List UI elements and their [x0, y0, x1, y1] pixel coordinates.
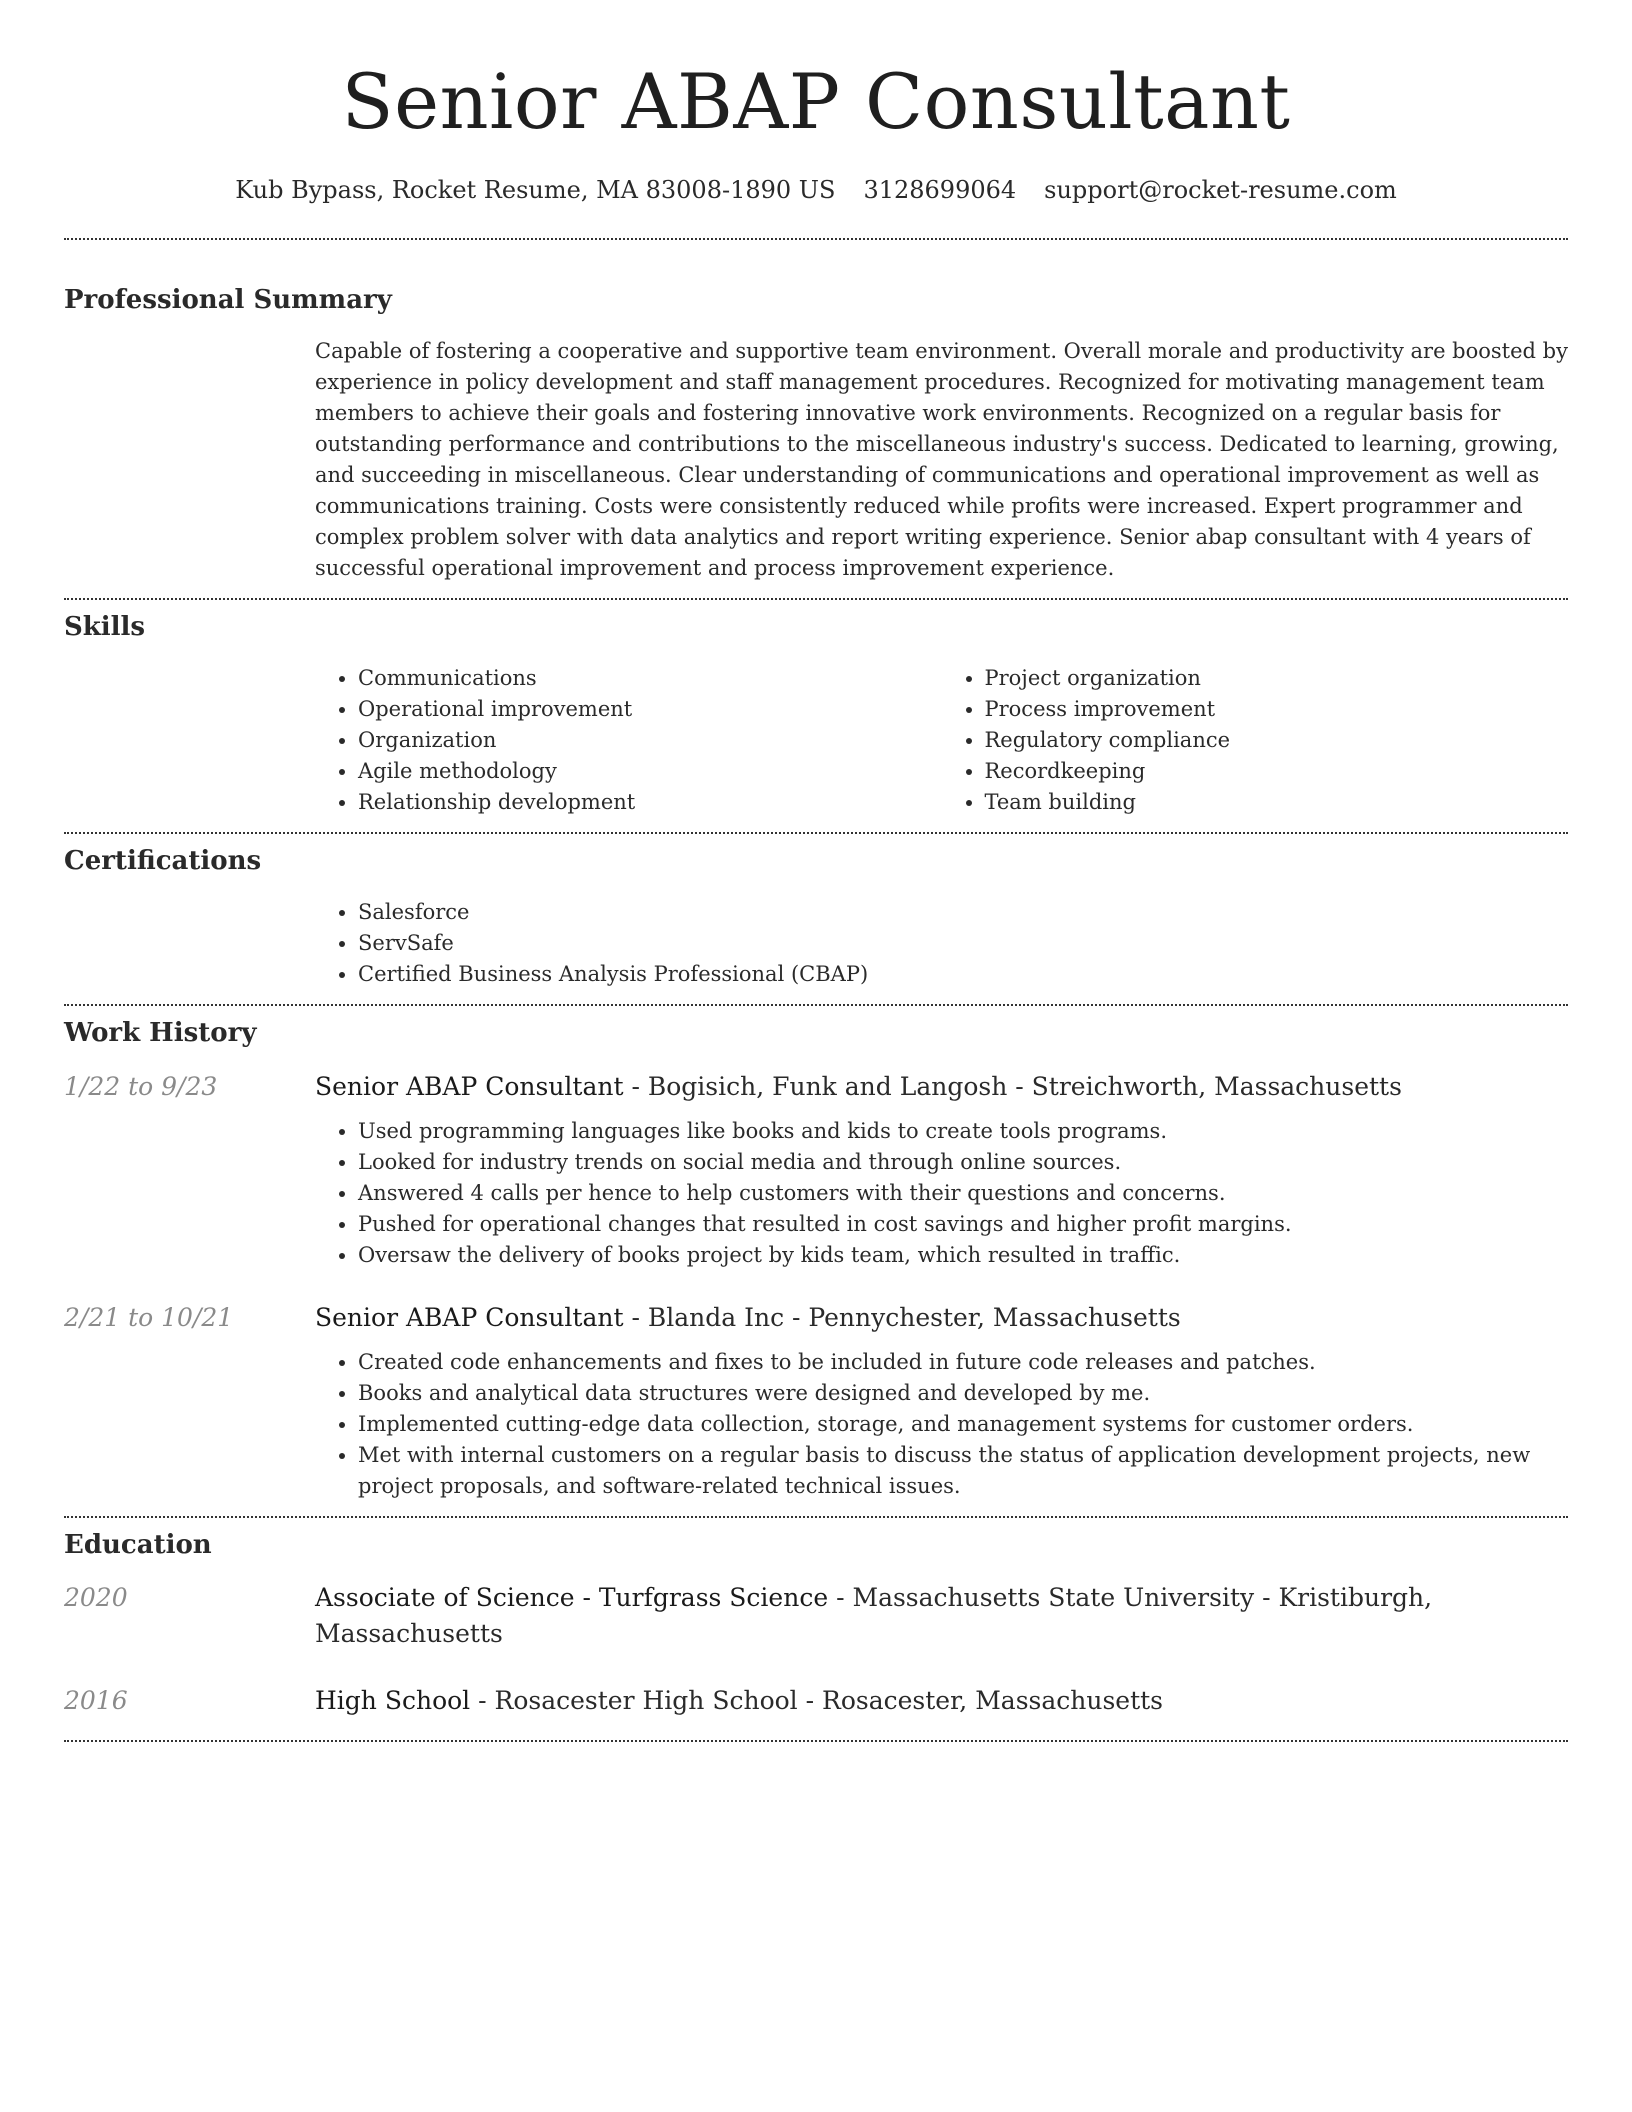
skill-item: • Organization: [358, 725, 942, 756]
job-bullet: • Oversaw the delivery of books project by kids team, which resulted in traffic.: [358, 1240, 1568, 1271]
job-heading: [315, 1300, 1181, 1336]
job-employer: - Bogisich, Funk and Langosh - Streichworth, Massachusetts: [623, 1072, 1402, 1101]
education-school: - Rosacester High School - Rosacester, Massachusetts: [470, 1686, 1164, 1715]
job-bullet: • Books and analytical data structures were designed and developed by me.: [358, 1378, 1568, 1409]
education-heading: [315, 1683, 1163, 1719]
skill-item: • Process improvement: [985, 694, 1569, 725]
skills-list-left: [315, 663, 942, 818]
skill-item: • Regulatory compliance: [985, 725, 1569, 756]
job-date: 2/21 to 10/21: [64, 1303, 234, 1332]
section-title-education: Education: [64, 1530, 212, 1560]
skills-list-right: [942, 663, 1569, 818]
job-entry: [64, 1069, 1568, 1271]
education-date: 2016: [64, 1686, 128, 1715]
section-title-summary: Professional Summary: [64, 285, 392, 315]
job-bullet: • Implemented cutting-edge data collection, storage, and management systems for customer orders.: [358, 1409, 1568, 1440]
contact-phone: 3128699064: [863, 176, 1017, 204]
job-entry: [64, 1300, 1568, 1502]
education-date: 2020: [64, 1583, 128, 1612]
skill-item: • Operational improvement: [358, 694, 942, 725]
skill-item: • Communications: [358, 663, 942, 694]
section-title-skills: Skills: [64, 612, 146, 642]
job-bullet: • Used programming languages like books and kids to create tools programs.: [358, 1116, 1568, 1147]
section-title-work: Work History: [64, 1018, 257, 1048]
skills-section: [64, 600, 1568, 818]
education-section: [64, 1518, 1568, 1719]
certification-item: • Salesforce: [358, 897, 1568, 928]
job-role: Senior ABAP Consultant: [315, 1072, 624, 1101]
certification-item: • Certified Business Analysis Professional (CBAP): [358, 959, 1568, 990]
skill-item: • Relationship development: [358, 787, 942, 818]
contact-address: Kub Bypass, Rocket Resume, MA 83008-1890 US: [235, 176, 836, 204]
education-degree: Associate of Science - Turfgrass Science: [315, 1583, 829, 1612]
summary-text: Capable of fostering a cooperative and supportive team environment. Overall morale and productivity are boosted by experience in policy development and staff management procedures. Recognized for motivating management team members to achieve their goals and fostering innovative work environments. Recognized on a regular basis for outstanding performance and contributions to the miscellaneous industry's success. Dedicated to learning, growing, and succeeding in miscellaneous. Clear understanding of communications and operational improvement as well as communications training. Costs were consistently reduced while profits were increased. Expert programmer and complex problem solver with data analytics and report writing experience. Senior abap consultant with 4 years of successful operational improvement and process improvement experience.: [315, 339, 1568, 580]
work-section: [64, 1006, 1568, 1502]
job-bullets: [315, 1347, 1568, 1502]
contact-line: [64, 172, 1568, 208]
resume-name: Senior ABAP Consultant: [341, 57, 1291, 146]
certifications-list: [315, 897, 1568, 990]
section-title-certifications: Certifications: [64, 846, 262, 876]
job-employer: - Blanda Inc - Pennychester, Massachusetts: [623, 1303, 1181, 1332]
skill-item: • Agile methodology: [358, 756, 942, 787]
certifications-section: [64, 834, 1568, 990]
job-bullet: • Pushed for operational changes that resulted in cost savings and higher profit margins.: [358, 1209, 1568, 1240]
divider: [64, 1740, 1568, 1742]
job-date: 1/22 to 9/23: [64, 1072, 218, 1101]
summary-section: [64, 240, 1568, 584]
contact-email: support@rocket-resume.com: [1044, 176, 1397, 204]
education-entry: [64, 1683, 1568, 1719]
education-degree: High School: [315, 1686, 471, 1715]
job-bullets: [315, 1116, 1568, 1271]
certification-item: • ServSafe: [358, 928, 1568, 959]
skill-item: • Team building: [985, 787, 1569, 818]
education-heading: [315, 1580, 1568, 1652]
job-bullet: • Looked for industry trends on social media and through online sources.: [358, 1147, 1568, 1178]
job-role: Senior ABAP Consultant: [315, 1303, 624, 1332]
job-bullet: • Answered 4 calls per hence to help customers with their questions and concerns.: [358, 1178, 1568, 1209]
job-heading: [315, 1069, 1402, 1105]
skill-item: • Project organization: [985, 663, 1569, 694]
job-bullet: • Created code enhancements and fixes to be included in future code releases and patches.: [358, 1347, 1568, 1378]
skill-item: • Recordkeeping: [985, 756, 1569, 787]
education-school: - Massachusetts State University - Kristiburgh, Massachusetts: [315, 1583, 1433, 1648]
education-entry: [64, 1580, 1568, 1652]
job-bullet: • Met with internal customers on a regular basis to discuss the status of application development projects, new project proposals, and software-related technical issues.: [358, 1440, 1568, 1502]
